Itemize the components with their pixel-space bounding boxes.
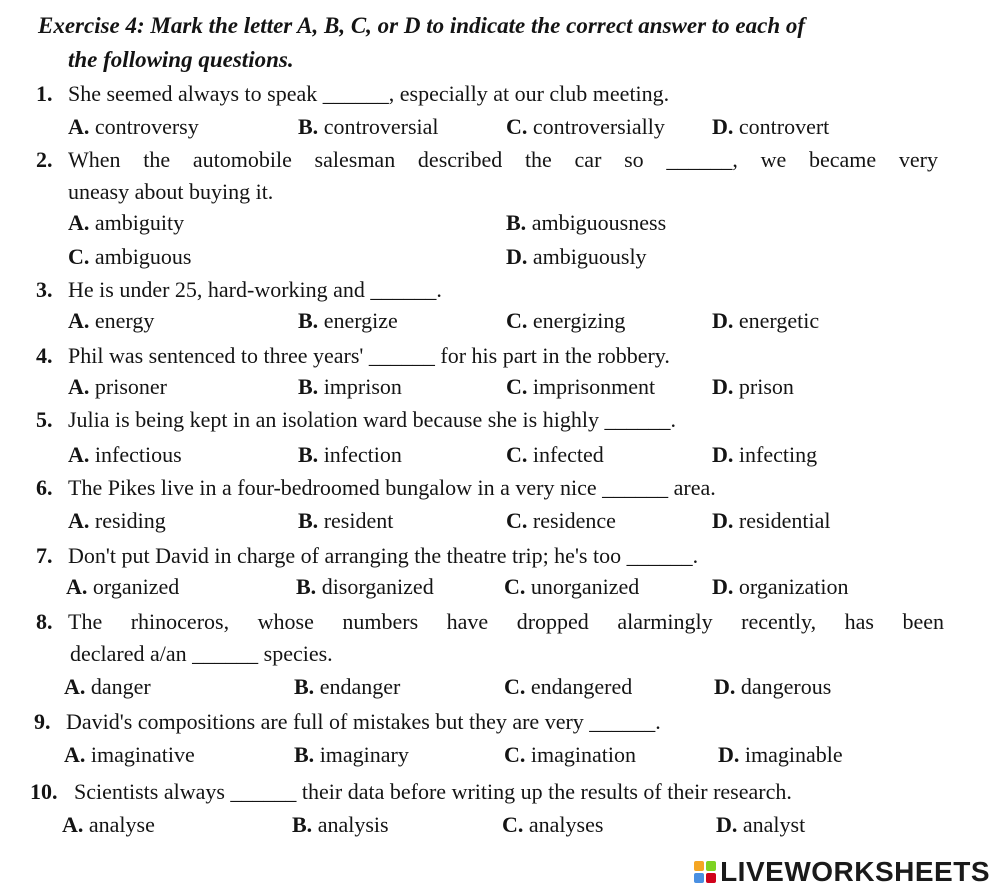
question-10: 10. Scientists always ______ their data before writing up the results of their research. xyxy=(30,779,792,804)
option-c[interactable]: C. infected xyxy=(506,442,604,467)
option-c[interactable]: C. unorganized xyxy=(504,574,640,599)
option-d[interactable]: D. controvert xyxy=(712,114,830,139)
question-7: 7. Don't put David in charge of arranging the theatre trip; he's too ______. xyxy=(36,543,699,568)
option-b[interactable]: B. resident xyxy=(298,508,394,533)
liveworksheets-logo xyxy=(694,856,990,888)
question-text: The Pikes live in a four-bedroomed bungalow in a very nice ______ area. xyxy=(68,475,716,500)
option-b[interactable]: B. endanger xyxy=(294,674,401,699)
title-line-2: the following questions. xyxy=(68,47,294,72)
question-1: 1. She seemed always to speak ______, especially at our club meeting. xyxy=(36,81,670,106)
option-c[interactable]: C. energizing xyxy=(506,308,626,333)
option-d[interactable]: D. ambiguously xyxy=(506,244,647,269)
option-a[interactable]: A. imaginative xyxy=(64,742,195,767)
option-a[interactable]: A. organized xyxy=(66,574,180,599)
title-line-1: Exercise 4: Mark the letter A, B, C, or D to indicate the correct answer to each of xyxy=(38,13,806,38)
question-text: When the automobile salesman described the car so ______, we became very xyxy=(68,147,938,172)
option-d[interactable]: D. dangerous xyxy=(714,674,832,699)
option-b[interactable]: B. energize xyxy=(298,308,398,333)
option-c[interactable]: C. imagination xyxy=(504,742,636,767)
option-b[interactable]: B. analysis xyxy=(292,812,389,837)
logo-text: LIVEWORKSHEETS xyxy=(720,856,990,887)
option-a[interactable]: A. prisoner xyxy=(68,374,167,399)
option-a[interactable]: A. energy xyxy=(68,308,155,333)
option-b[interactable]: B. imaginary xyxy=(294,742,409,767)
option-d[interactable]: D. energetic xyxy=(712,308,820,333)
question-9: 9. David's compositions are full of mistakes but they are very ______. xyxy=(34,709,661,734)
option-a[interactable]: A. residing xyxy=(68,508,166,533)
option-b[interactable]: B. controversial xyxy=(298,114,439,139)
option-a[interactable]: A. infectious xyxy=(68,442,182,467)
question-text: He is under 25, hard-working and ______. xyxy=(68,277,442,302)
option-d[interactable]: D. organization xyxy=(712,574,849,599)
option-d[interactable]: D. prison xyxy=(712,374,794,399)
question-text-cont: declared a/an ______ species. xyxy=(70,641,333,666)
question-text-cont: uneasy about buying it. xyxy=(68,179,274,204)
question-text: She seemed always to speak ______, especially at our club meeting. xyxy=(68,81,670,106)
option-d[interactable]: D. infecting xyxy=(712,442,818,467)
option-c[interactable]: C. imprisonment xyxy=(506,374,656,399)
question-text: Don't put David in charge of arranging the theatre trip; he's too ______. xyxy=(68,543,699,568)
option-a[interactable]: A. controversy xyxy=(68,114,199,139)
exercise-title xyxy=(38,6,968,80)
option-c[interactable]: C. analyses xyxy=(502,812,604,837)
option-a[interactable]: A. danger xyxy=(64,674,151,699)
question-text: David's compositions are full of mistakes but they are very ______. xyxy=(66,709,661,734)
option-b[interactable]: B. infection xyxy=(298,442,402,467)
option-b[interactable]: B. disorganized xyxy=(296,574,434,599)
option-c[interactable]: C. ambiguous xyxy=(68,244,192,269)
option-c[interactable]: C. controversially xyxy=(506,114,665,139)
option-b[interactable]: B. ambiguousness xyxy=(506,210,667,235)
option-d[interactable]: D. imaginable xyxy=(718,742,843,767)
question-text: Scientists always ______ their data before writing up the results of their research. xyxy=(74,779,792,804)
logo-mark-icon xyxy=(694,861,716,883)
question-3: 3. He is under 25, hard-working and ______. xyxy=(36,277,442,302)
option-c[interactable]: C. endangered xyxy=(504,674,633,699)
question-8: 8. The rhinoceros, whose numbers have dropped alarmingly recently, has been declared a/an ______ species. xyxy=(36,606,956,670)
question-2: 2. When the automobile salesman described the car so ______, we became very uneasy about buying it. xyxy=(36,144,956,208)
option-a[interactable]: A. ambiguity xyxy=(68,210,185,235)
option-a[interactable]: A. analyse xyxy=(62,812,155,837)
option-c[interactable]: C. residence xyxy=(506,508,616,533)
option-b[interactable]: B. imprison xyxy=(298,374,402,399)
question-text: Julia is being kept in an isolation ward because she is highly ______. xyxy=(68,407,676,432)
question-4: 4. Phil was sentenced to three years' ______ for his part in the robbery. xyxy=(36,343,670,368)
question-6: 6. The Pikes live in a four-bedroomed bungalow in a very nice ______ area. xyxy=(36,475,716,500)
question-text: The rhinoceros, whose numbers have dropped alarmingly recently, has been xyxy=(68,609,944,634)
option-d[interactable]: D. residential xyxy=(712,508,831,533)
option-d[interactable]: D. analyst xyxy=(716,812,806,837)
question-5: 5. Julia is being kept in an isolation ward because she is highly ______. xyxy=(36,407,676,432)
question-text: Phil was sentenced to three years' ______ for his part in the robbery. xyxy=(68,343,670,368)
